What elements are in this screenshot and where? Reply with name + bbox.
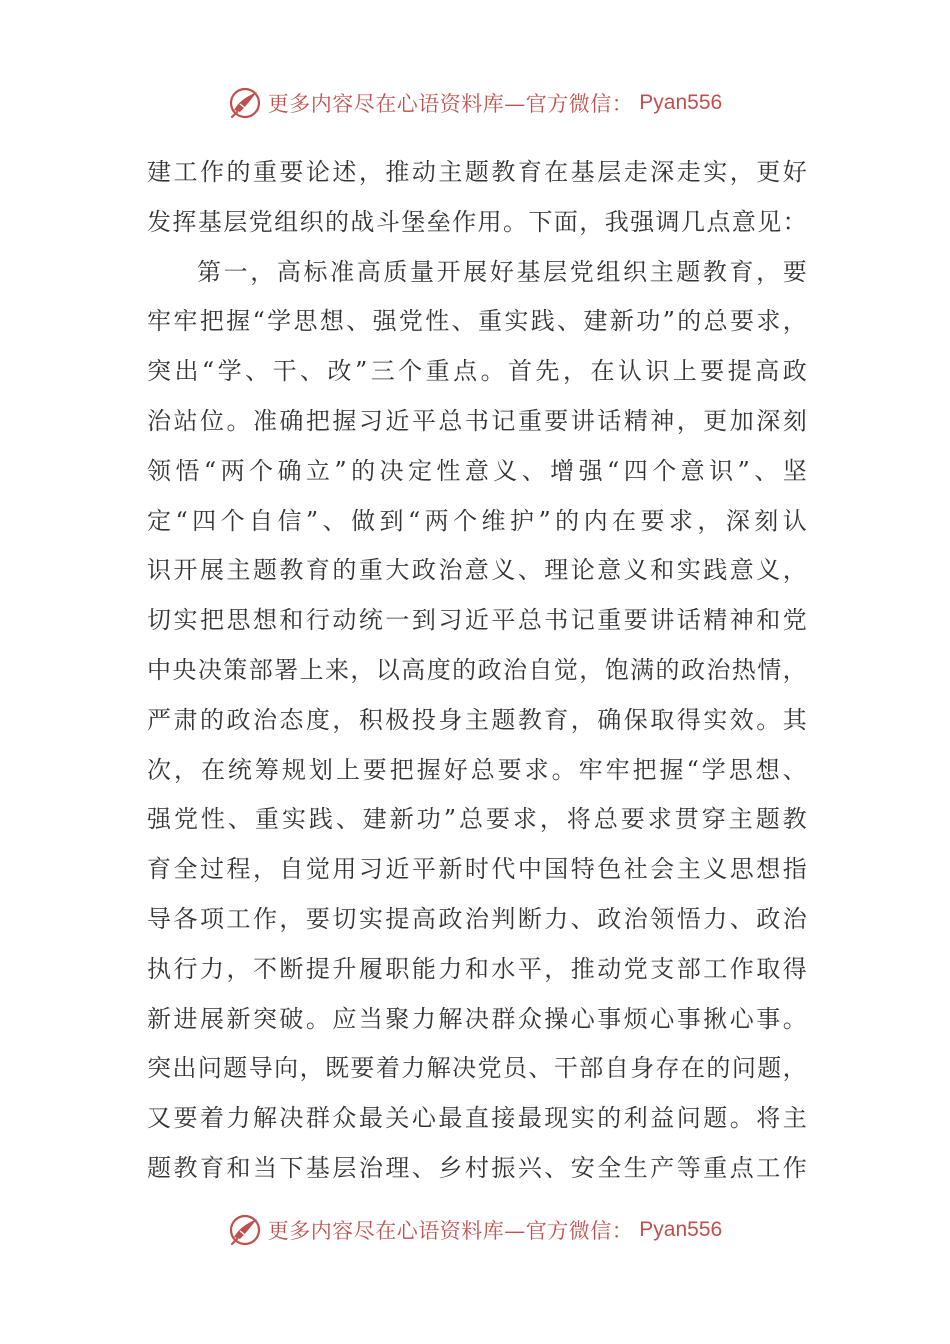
- text-line: 执行力，不断提升履职能力和水平，推动党支部工作取得: [147, 954, 807, 983]
- watermark-text: 更多内容尽在心语资料库—官方微信：: [267, 1219, 634, 1243]
- watermark-text: 更多内容尽在心语资料库—官方微信：: [267, 92, 634, 116]
- text-line: 又要着力解决群众最关心最直接最现实的利益问题。将主: [147, 1104, 807, 1133]
- text-line: 突出问题导向，既要着力解决党员、干部自身存在的问题，: [147, 1054, 807, 1083]
- header-watermark: [0, 83, 950, 123]
- paragraph-first-line: 第一，高标准高质量开展好基层党组织主题教育，要: [197, 257, 807, 286]
- pen-nib-logo-icon: [228, 86, 262, 120]
- text-line: 识开展主题教育的重大政治意义、理论意义和实践意义，: [147, 556, 807, 585]
- text-line: 新进展新突破。应当聚力解决群众操心事烦心事揪心事。: [147, 1004, 807, 1033]
- text-line: 突出“学、干、改”三个重点。首先，在认识上要提高政: [147, 357, 807, 386]
- text-line: 题教育和当下基层治理、乡村振兴、安全生产等重点工作: [147, 1153, 807, 1182]
- footer-watermark: [0, 1210, 950, 1250]
- text-line: 中央决策部署上来，以高度的政治自觉，饱满的政治热情，: [147, 655, 807, 684]
- text-line: 发挥基层党组织的战斗堡垒作用。下面，我强调几点意见：: [147, 207, 807, 236]
- document-body: [147, 148, 807, 1194]
- text-line: 切实把思想和行动统一到习近平总书记重要讲话精神和党: [147, 606, 807, 635]
- text-line: 牢牢把握“学思想、强党性、重实践、建新功”的总要求，: [147, 307, 807, 336]
- text-line: 育全过程，自觉用习近平新时代中国特色社会主义思想指: [147, 855, 807, 884]
- text-line: 建工作的重要论述，推动主题教育在基层走深走实，更好: [147, 158, 807, 186]
- text-line: 强党性、重实践、建新功”总要求，将总要求贯穿主题教: [147, 805, 807, 834]
- watermark-handle: Pyan556: [639, 91, 723, 114]
- text-line: 领悟“两个确立”的决定性意义、增强“四个意识”、坚: [147, 456, 807, 485]
- text-line: 治站位。准确把握习近平总书记重要讲话精神，更加深刻: [147, 406, 807, 435]
- watermark-handle: Pyan556: [639, 1218, 723, 1241]
- pen-nib-logo-icon: [228, 1213, 262, 1247]
- text-line: 严肃的政治态度，积极投身主题教育，确保取得实效。其: [147, 705, 807, 734]
- text-line: 导各项工作，要切实提高政治判断力、政治领悟力、政治: [147, 904, 807, 933]
- text-line: 定“四个自信”、做到“两个维护”的内在要求，深刻认: [147, 506, 807, 535]
- text-line: 次，在统筹规划上要把握好总要求。牢牢把握“学思想、: [147, 755, 807, 784]
